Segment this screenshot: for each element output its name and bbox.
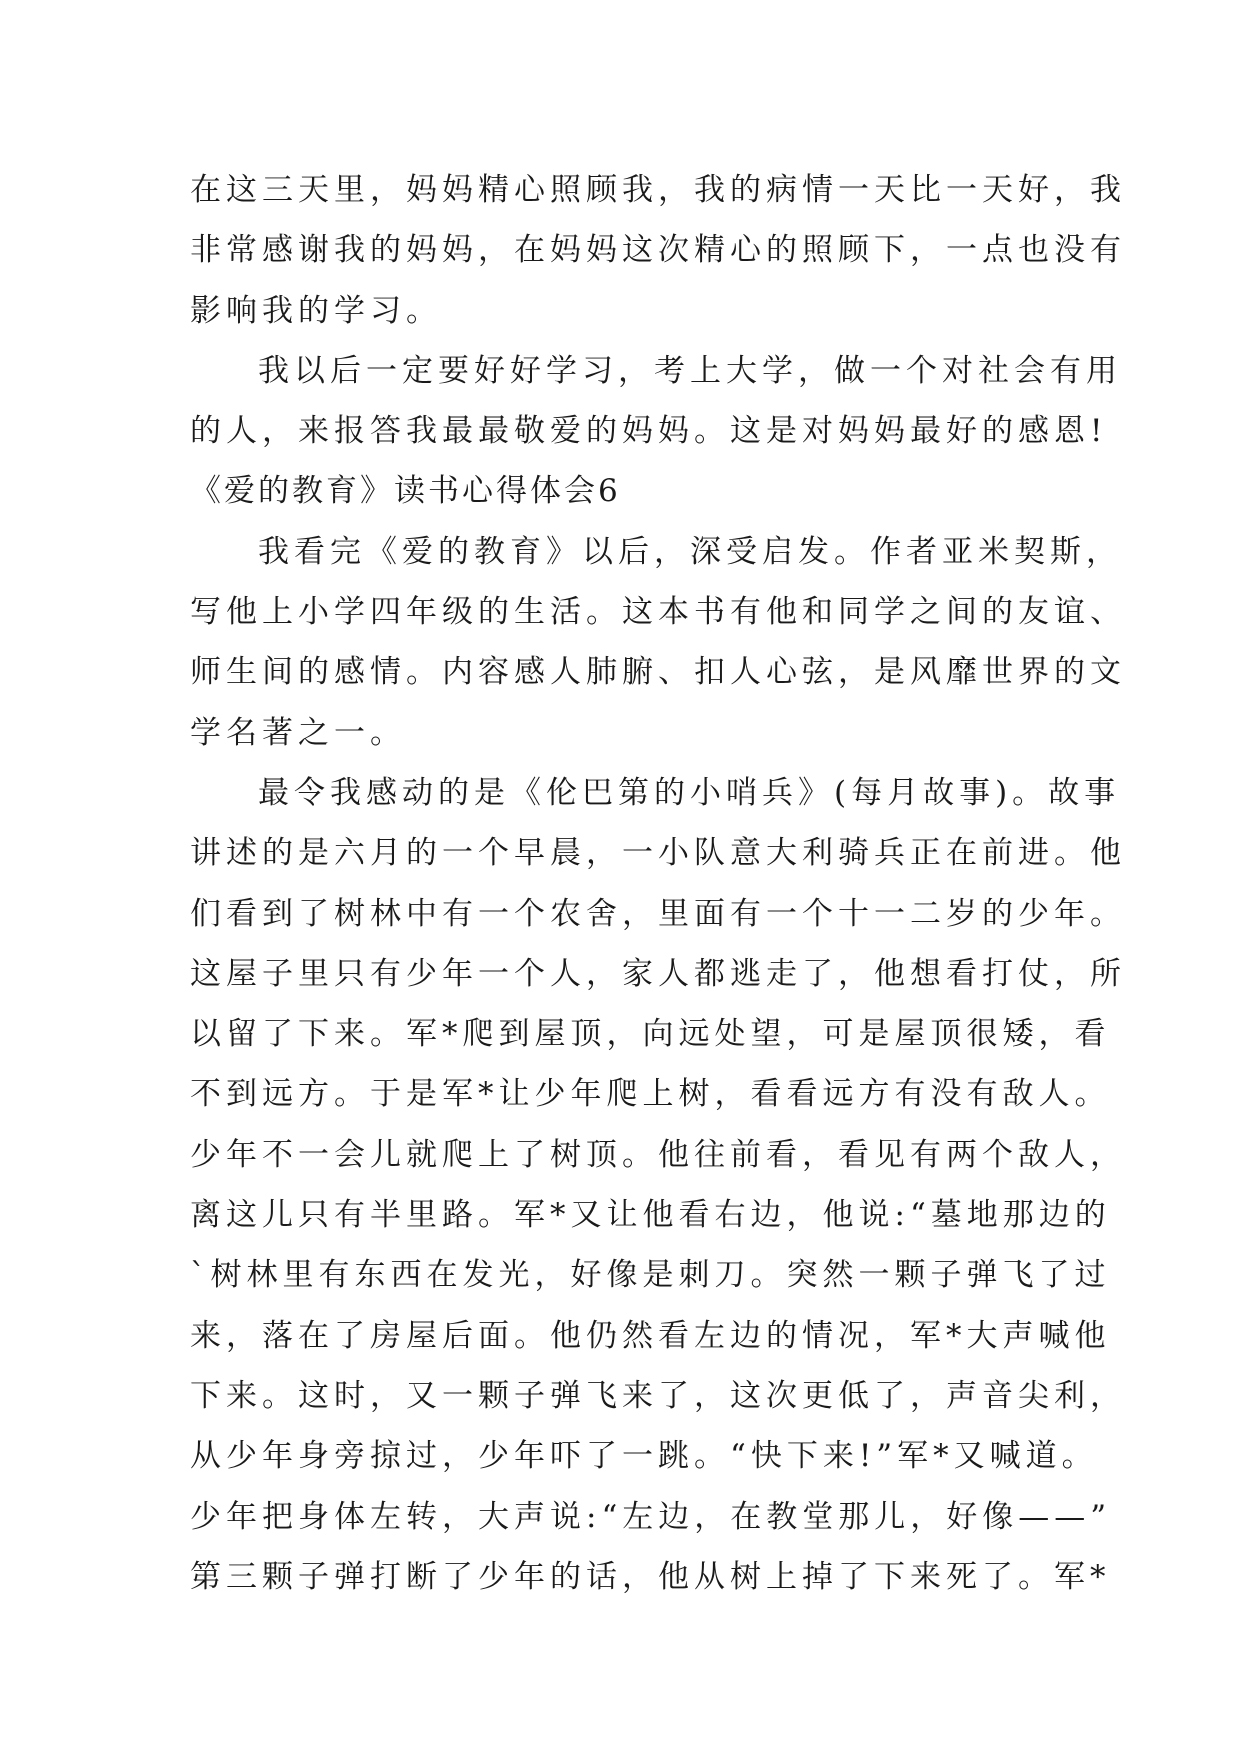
text-line: 来，落在了房屋后面。他仍然看左边的情况，军*大声喊他	[190, 1317, 1111, 1354]
text-line: 从少年身旁掠过，少年吓了一跳。“快下来!”军*又喊道。	[190, 1438, 1098, 1475]
text-line: 少年把身体左转，大声说:“左边，在教堂那儿，好像——”	[190, 1498, 1112, 1535]
document-body	[190, 160, 1126, 1607]
text-line: 不到远方。于是军*让少年爬上树，看看远方有没有敌人。	[190, 1076, 1111, 1113]
text-line: 的人，来报答我最最敬爱的妈妈。这是对妈妈最好的感恩!	[190, 413, 1108, 450]
text-line: `树林里有东西在发光，好像是刺刀。突然一颗子弹飞了过	[190, 1257, 1111, 1294]
text-line: 我看完《爱的教育》以后，深受启发。作者亚米契斯，	[258, 533, 1122, 570]
text-line: 以留了下来。军*爬到屋顶，向远处望，可是屋顶很矮，看	[190, 1016, 1111, 1053]
text-line: 我以后一定要好好学习，考上大学，做一个对社会有用	[258, 352, 1122, 389]
text-line: 在这三天里，妈妈精心照顾我，我的病情一天比一天好，我	[190, 172, 1126, 208]
section-heading: 《爱的教育》读书心得体会6	[190, 473, 621, 510]
text-line: 影响我的学习。	[190, 292, 442, 329]
text-line: 离这儿只有半里路。军*又让他看右边，他说:“墓地那边的	[190, 1197, 1111, 1234]
text-line: 讲述的是六月的一个早晨，一小队意大利骑兵正在前进。他	[190, 835, 1126, 872]
text-line: 下来。这时，又一颗子弹飞来了，这次更低了，声音尖利，	[190, 1377, 1126, 1414]
text-line: 写他上小学四年级的生活。这本书有他和同学之间的友谊、	[190, 594, 1126, 631]
text-line: 少年不一会儿就爬上了树顶。他往前看，看见有两个敌人，	[190, 1136, 1126, 1173]
text-line: 师生间的感情。内容感人肺腑、扣人心弦，是风靡世界的文	[190, 654, 1126, 691]
text-line: 非常感谢我的妈妈，在妈妈这次精心的照顾下，一点也没有	[190, 232, 1126, 269]
text-line: 第三颗子弹打断了少年的话，他从树上掉了下来死了。军*	[190, 1558, 1111, 1595]
text-line: 这屋子里只有少年一个人，家人都逃走了，他想看打仗，所	[190, 955, 1126, 992]
text-line: 最令我感动的是《伦巴第的小哨兵》(每月故事)。故事	[258, 774, 1121, 811]
text-line: 学名著之一。	[190, 714, 406, 751]
text-line: 们看到了树林中有一个农舍，里面有一个十一二岁的少年。	[190, 895, 1126, 932]
